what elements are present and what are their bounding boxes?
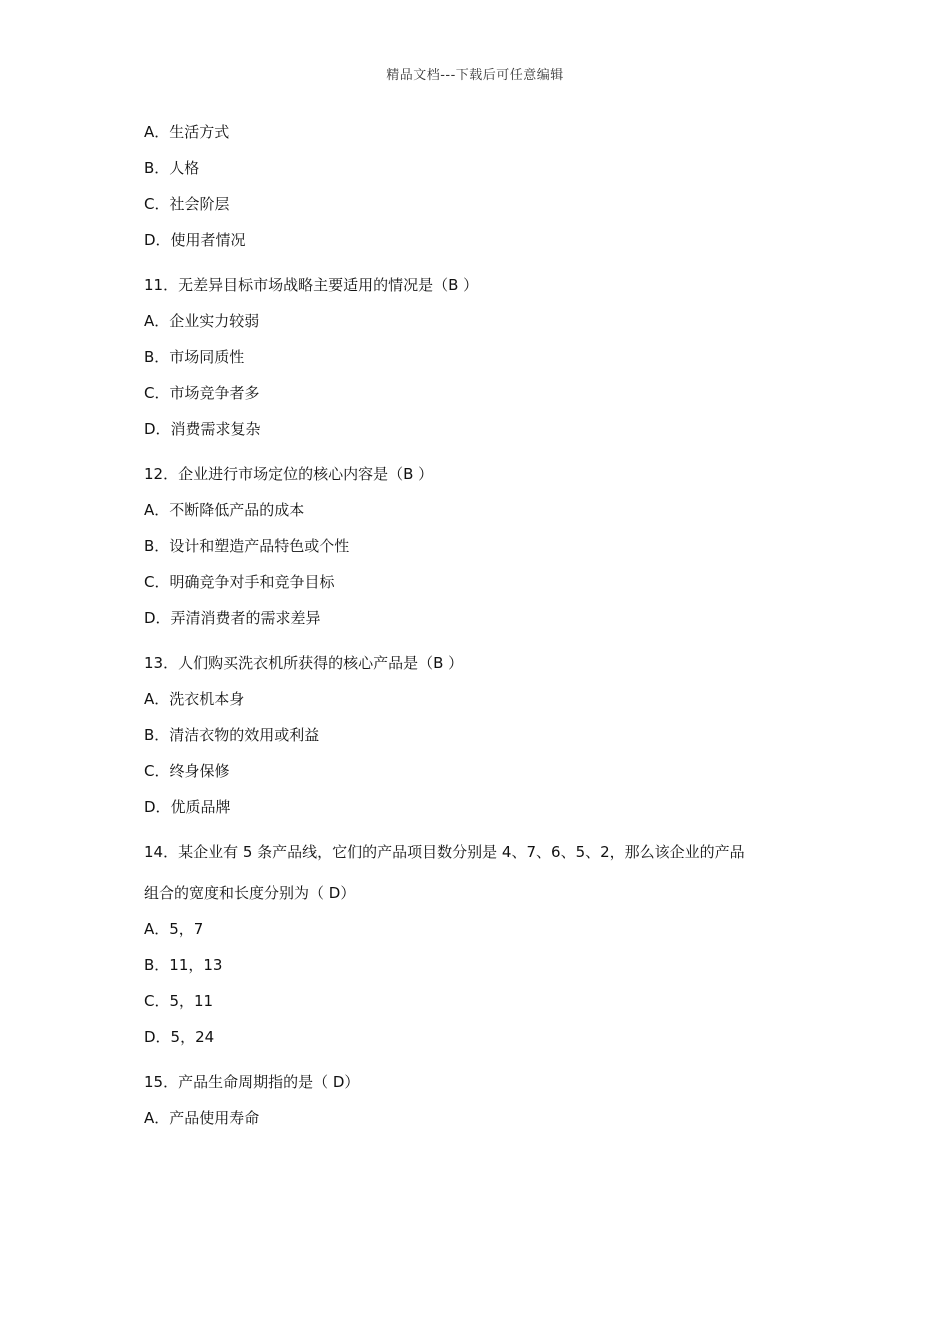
question-block-11 — [144, 275, 824, 439]
option-a: A．洗衣机本身 — [144, 690, 245, 708]
option-b: B．11，13 — [144, 956, 223, 974]
option-b: B．设计和塑造产品特色或个性 — [144, 537, 350, 555]
option-c: C．市场竞争者多 — [144, 384, 260, 402]
question-text: 15．产品生命周期指的是（ D） — [144, 1073, 360, 1091]
question-block-12 — [144, 464, 824, 628]
option-a: A．企业实力较弱 — [144, 312, 260, 330]
option-c: C．明确竞争对手和竞争目标 — [144, 573, 335, 591]
option-b: B．市场同质性 — [144, 348, 245, 366]
question-text: 11．无差异目标市场战略主要适用的情况是（B ） — [144, 276, 479, 294]
option-a: A．不断降低产品的成本 — [144, 501, 305, 519]
option-d: D．弄清消费者的需求差异 — [144, 609, 321, 627]
question-text: 13．人们购买洗衣机所获得的核心产品是（B ） — [144, 654, 464, 672]
question-text — [144, 842, 824, 903]
option-a: A．生活方式 — [144, 123, 230, 141]
option-b: B．人格 — [144, 159, 200, 177]
question-text: 12．企业进行市场定位的核心内容是（B ） — [144, 465, 434, 483]
question-block-13 — [144, 653, 824, 817]
option-d: D．优质品牌 — [144, 798, 231, 816]
option-c: C．社会阶层 — [144, 195, 230, 213]
question-block-15 — [144, 1072, 824, 1128]
question-block-14 — [144, 842, 824, 1047]
option-a: A．5，7 — [144, 920, 204, 938]
question-text-line2: 组合的宽度和长度分别为（ D） — [144, 884, 356, 902]
option-a: A．产品使用寿命 — [144, 1109, 260, 1127]
document-body — [144, 122, 824, 1144]
question-block-continued — [144, 122, 824, 250]
option-c: C．终身保修 — [144, 762, 230, 780]
option-d: D．5，24 — [144, 1028, 215, 1046]
question-text-line1: 14．某企业有 5 条产品线，它们的产品项目数分别是 4、7、6、5、2，那么该企业的产品 — [144, 843, 745, 861]
option-b: B．清洁衣物的效用或利益 — [144, 726, 320, 744]
option-c: C．5，11 — [144, 992, 214, 1010]
option-d: D．消费需求复杂 — [144, 420, 261, 438]
page-header: 精品文档---下载后可任意编辑 — [386, 68, 564, 83]
option-d: D．使用者情况 — [144, 231, 246, 249]
